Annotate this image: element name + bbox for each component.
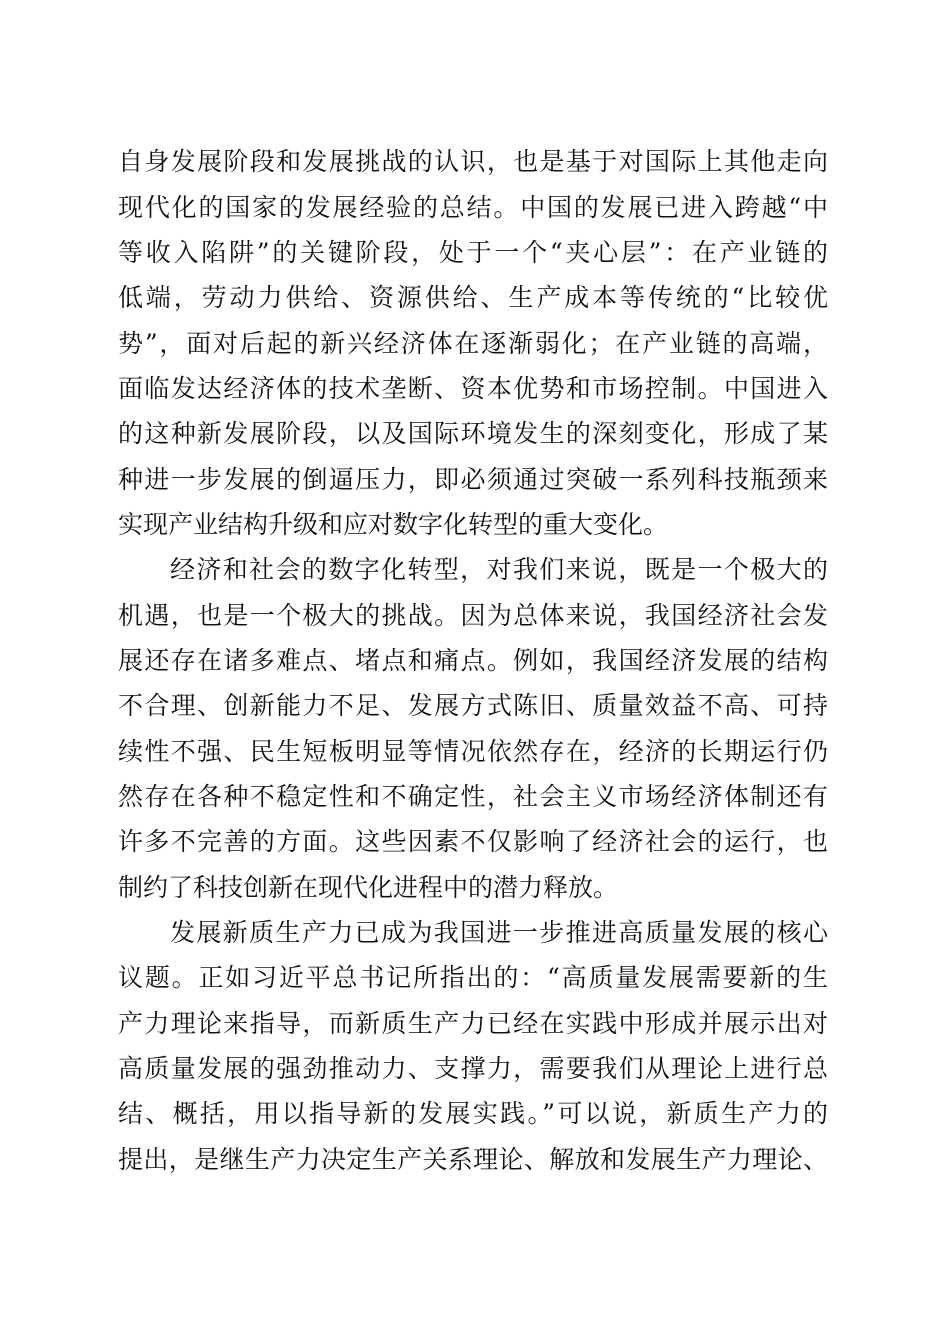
text-line: 低端，劳动力供给、资源供给、生产成本等传统的“比较优 bbox=[118, 283, 828, 312]
text-line: 势”，面对后起的新兴经济体在逐渐弱化；在产业链的高端， bbox=[118, 329, 828, 358]
text-line: 产力理论来指导，而新质生产力已经在实践中形成并展示出对 bbox=[118, 1009, 828, 1038]
text-line: 面临发达经济体的技术垄断、资本优势和市场控制。中国进入 bbox=[118, 374, 828, 403]
text-line: 的这种新发展阶段，以及国际环境发生的深刻变化，形成了某 bbox=[118, 419, 828, 448]
text-line: 展还存在诸多难点、堵点和痛点。例如，我国经济发展的结构 bbox=[118, 646, 828, 675]
text-line: 发展新质生产力已成为我国进一步推进高质量发展的核心 bbox=[170, 918, 828, 947]
text-line: 自身发展阶段和发展挑战的认识，也是基于对国际上其他走向 bbox=[118, 147, 828, 176]
text-line: 等收入陷阱”的关键阶段，处于一个“夹心层”：在产业链的 bbox=[118, 238, 828, 267]
text-line: 许多不完善的方面。这些因素不仅影响了经济社会的运行，也 bbox=[118, 827, 828, 856]
text-line: 实现产业结构升级和应对数字化转型的重大变化。 bbox=[118, 510, 669, 539]
text-line: 续性不强、民生短板明显等情况依然存在，经济的长期运行仍 bbox=[118, 737, 828, 766]
text-line: 提出，是继生产力决定生产关系理论、解放和发展生产力理论、 bbox=[118, 1145, 828, 1174]
text-line: 然存在各种不稳定性和不确定性，社会主义市场经济体制还有 bbox=[118, 782, 828, 811]
text-line: 经济和社会的数字化转型，对我们来说，既是一个极大的 bbox=[170, 555, 828, 584]
text-line: 机遇，也是一个极大的挑战。因为总体来说，我国经济社会发 bbox=[118, 601, 828, 630]
text-line: 议题。正如习近平总书记所指出的：“高质量发展需要新的生 bbox=[118, 963, 828, 992]
text-line: 现代化的国家的发展经验的总结。中国的发展已进入跨越“中 bbox=[118, 193, 828, 222]
text-line: 种进一步发展的倒逼压力，即必须通过突破一系列科技瓶颈来 bbox=[118, 465, 828, 494]
text-line: 制约了科技创新在现代化进程中的潜力释放。 bbox=[118, 873, 619, 902]
text-line: 不合理、创新能力不足、发展方式陈旧、质量效益不高、可持 bbox=[118, 691, 828, 720]
text-line: 高质量发展的强劲推动力、支撑力，需要我们从理论上进行总 bbox=[118, 1054, 828, 1083]
text-line: 结、概括，用以指导新的发展实践。”可以说，新质生产力的 bbox=[118, 1099, 828, 1128]
